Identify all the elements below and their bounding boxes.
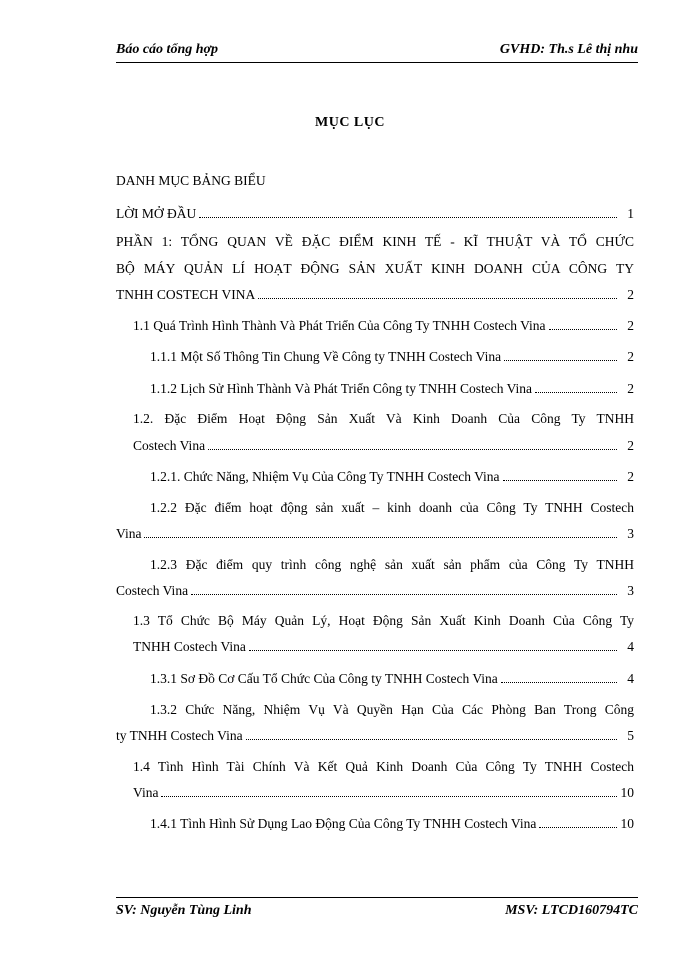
toc-entry-line[interactable]: 1.4 Tình Hình Tài Chính Và Kết Quả Kinh Doanh Của Công Ty TNHH Costech xyxy=(133,759,634,774)
toc-entry[interactable]: 1.1.2 Lịch Sử Hình Thành Và Phát Triển Công ty TNHH Costech Vina 2 xyxy=(150,381,634,396)
toc-entry-line[interactable]: BỘ MÁY QUẢN LÍ HOẠT ĐỘNG SẢN XUẤT KINH DOANH CỦA CÔNG TY xyxy=(116,261,634,276)
toc-entry[interactable]: ty TNHH Costech Vina 5 xyxy=(116,728,634,743)
toc-entry[interactable]: Costech Vina 2 xyxy=(133,438,634,453)
toc-entry-line[interactable]: 1.2.3 Đặc điểm quy trình công nghệ sản xuất sản phẩm của Công Ty TNHH xyxy=(150,557,634,572)
toc-entry-line[interactable]: 1.2. Đặc Điểm Hoạt Động Sản Xuất Và Kinh Doanh Của Công Ty TNHH xyxy=(133,411,634,426)
toc-entry[interactable]: 1.1.1 Một Số Thông Tin Chung Về Công ty TNHH Costech Vina 2 xyxy=(150,349,634,364)
toc-entry[interactable]: Vina 3 xyxy=(116,526,634,541)
toc-entry-list-of-tables: DANH MỤC BẢNG BIỂU xyxy=(116,173,266,188)
student-name: SV: Nguyễn Tùng Linh xyxy=(116,903,252,918)
toc-entry[interactable]: 1.1 Quá Trình Hình Thành Và Phát Triển Của Công Ty TNHH Costech Vina 2 xyxy=(133,318,634,333)
toc-entry[interactable]: Vina 10 xyxy=(133,785,634,800)
toc-entry[interactable]: 1.4.1 Tình Hình Sử Dụng Lao Động Của Công Ty TNHH Costech Vina 10 xyxy=(150,816,634,831)
toc-entry[interactable]: 1.2.1. Chức Năng, Nhiệm Vụ Của Công Ty TNHH Costech Vina 2 xyxy=(150,469,634,484)
toc-entry[interactable]: LỜI MỞ ĐẦU 1 xyxy=(116,206,634,221)
toc-entry-line[interactable]: 1.3.2 Chức Năng, Nhiệm Vụ Và Quyền Hạn Của Các Phòng Ban Trong Công xyxy=(150,702,634,717)
toc-entry[interactable]: 1.3.1 Sơ Đồ Cơ Cấu Tổ Chức Của Công ty TNHH Costech Vina 4 xyxy=(150,671,634,686)
toc-entry-line[interactable]: 1.2.2 Đặc điểm hoạt động sản xuất – kinh doanh của Công Ty TNHH Costech xyxy=(150,500,634,515)
toc-entry[interactable]: Costech Vina 3 xyxy=(116,583,634,598)
page-footer xyxy=(116,897,638,922)
report-title: Báo cáo tổng hợp xyxy=(116,42,219,57)
student-id: MSV: LTCD160794TC xyxy=(505,903,638,918)
toc-entry[interactable]: TNHH COSTECH VINA 2 xyxy=(116,287,634,302)
toc-entry[interactable]: TNHH Costech Vina 4 xyxy=(133,639,634,654)
advisor-name: GVHD: Th.s Lê thị nhu xyxy=(499,42,638,57)
toc-entry-line[interactable]: PHẦN 1: TỔNG QUAN VỀ ĐẶC ĐIỂM KINH TẾ - KĨ THUẬT VÀ TỔ CHỨC xyxy=(116,234,634,249)
toc-entry-line[interactable]: 1.3 Tổ Chức Bộ Máy Quản Lý, Hoạt Động Sản Xuất Kinh Doanh Của Công Ty xyxy=(133,613,634,628)
page-title: MỤC LỤC xyxy=(315,115,385,130)
